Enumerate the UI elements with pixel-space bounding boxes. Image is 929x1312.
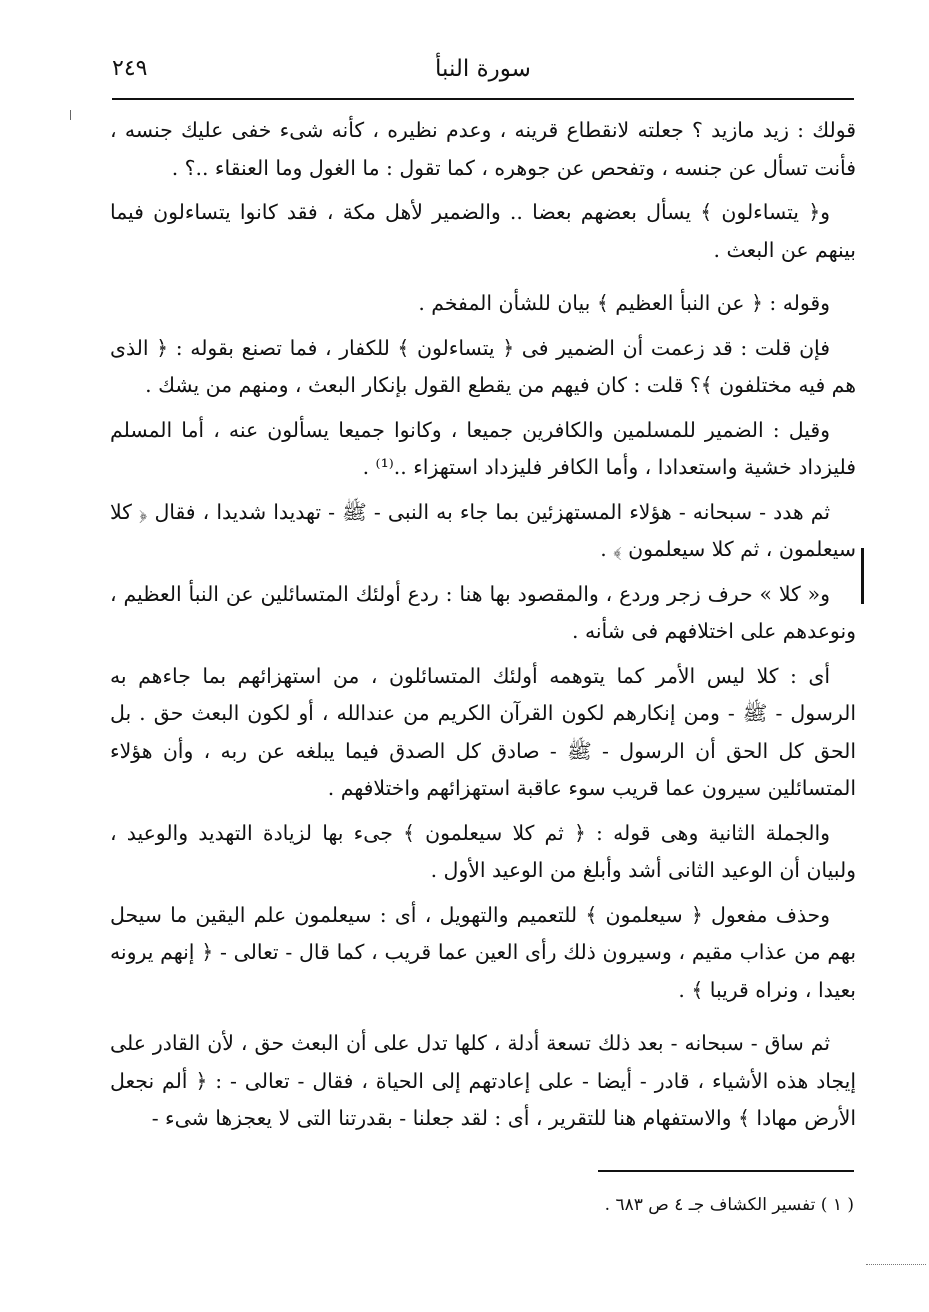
paragraph: و﴿ يتساءلون ﴾ يسأل بعضهم بعضا .. والضمير لأهل مكة ، فقد كانوا يتساءلون فيما بينهم عن البعث . <box>110 200 856 262</box>
header-rule <box>112 98 854 100</box>
footnote: ( ١ ) تفسير الكشاف جـ ٤ ص ٦٨٣ . <box>604 1195 854 1215</box>
surah-title: سورة النبأ <box>435 56 531 82</box>
page-body <box>110 112 856 1145</box>
paragraph: قولك : زيد مازيد ؟ جعلته لانقطاع قرينه ، وعدم نظيره ، كأنه شىء خفى عليك جنسه ، فأنت تسأل عن جنسه ، وتفحص عن جوهره ، كما تقول : ما الغول وما العنقاء ..؟ . <box>110 118 856 180</box>
margin-bar <box>861 548 864 604</box>
paragraph: فإن قلت : قد زعمت أن الضمير فى ﴿ يتساءلون ﴾ للكفار ، فما تصنع بقوله : ﴿ الذى هم فيه مختلفون ﴾؟ قلت : كان فيهم من يقطع القول بإنكار البعث ، ومنهم من يشك . <box>110 335 856 397</box>
paragraph: وقيل : الضمير للمسلمين والكافرين جميعا ، وكانوا جميعا يسألون عنه ، أما المسلم فليزداد خشية واستعدادا ، وأما الكافر فليزداد استهزاء ..⁽¹⁾ . <box>110 417 856 479</box>
paragraph: ثم ساق - سبحانه - بعد ذلك تسعة أدلة ، كلها تدل على أن البعث حق ، لأن القادر على إيجاد هذه الأشياء ، قادر - أيضا - على إعادتهم إلى الحياة ، فقال - تعالى - : ﴿ ألم نجعل الأرض مهادا ﴾ والاستفهام هنا للتقرير ، أى : لقد جعلنا - بقدرتنا التى لا يعجزها شىء - <box>110 1031 856 1130</box>
dotted-line <box>866 1264 926 1265</box>
paragraph: وقوله : ﴿ عن النبأ العظيم ﴾ بيان للشأن المفخم . <box>418 291 830 315</box>
page-number: ٢٤٩ <box>112 56 148 81</box>
paragraph: وحذف مفعول ﴿ سيعلمون ﴾ للتعميم والتهويل ، أى : سيعلمون علم اليقين ما سيحل بهم من عذاب مقيم ، وسيرون ذلك رأى العين عما قريب ، كما قال - تعالى - ﴿ إنهم يرونه بعيدا ، ونراه قريبا ﴾ . <box>110 902 856 1002</box>
paragraph: ثم هدد - سبحانه - هؤلاء المستهزئين بما جاء به النبى - ﷺ - تهديدا شديدا ، فقال ﴿ كلا سيعلمون ، ثم كلا سيعلمون ﴾ . <box>110 499 856 561</box>
page-header <box>112 56 854 96</box>
margin-mark <box>70 110 71 120</box>
footnote-rule <box>598 1170 854 1172</box>
paragraph: والجملة الثانية وهى قوله : ﴿ ثم كلا سيعلمون ﴾ جىء بها لزيادة التهديد والوعيد ، ولبيان أن الوعيد الثانى أشد وأبلغ من الوعيد الأول . <box>110 820 856 882</box>
paragraph: و« كلا » حرف زجر وردع ، والمقصود بها هنا : ردع أولئك المتسائلين عن النبأ العظيم ، ونوعدهم على اختلافهم فى شأنه . <box>110 581 856 643</box>
paragraph: أى : كلا ليس الأمر كما يتوهمه أولئك المتسائلون ، من استهزائهم بما جاءهم به الرسول - ﷺ - ومن إنكارهم لكون القرآن الكريم من عندالله ، أو لكون البعث حق . بل الحق كل الحق أن الرسول - ﷺ - صادق كل الصدق فيما يبلغه عن ربه ، وأن هؤلاء المتسائلين سيرون عما قريب سوء عاقبة استهزائهم واختلافهم . <box>110 663 856 800</box>
